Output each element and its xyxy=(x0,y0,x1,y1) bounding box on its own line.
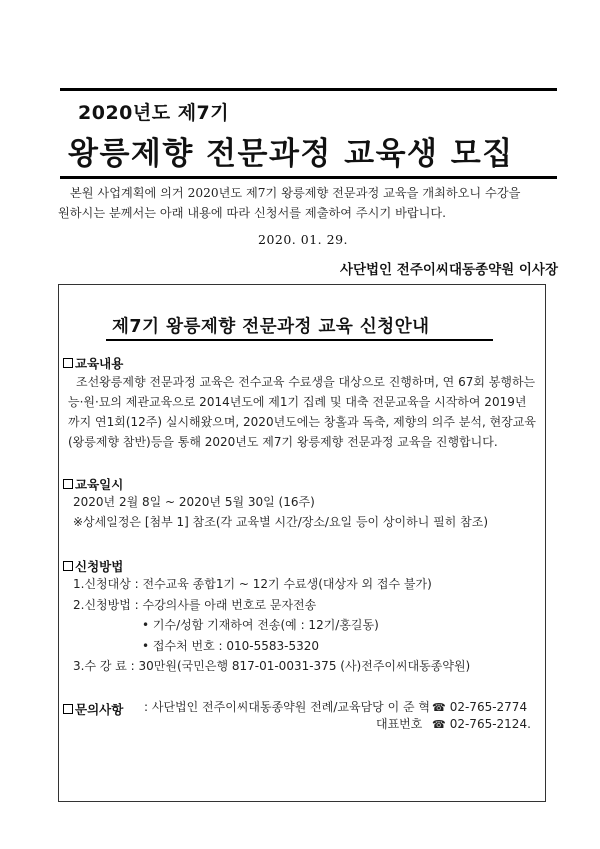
section-heading-edu-content xyxy=(63,354,123,372)
section-heading-label: 신청방법 xyxy=(75,559,124,574)
checkbox-square-icon xyxy=(63,704,73,714)
edu-content-line: 조선왕릉제향 전문과정 교육은 전수교육 수료생을 대상으로 진행하며, 연 67회 봉행하는 xyxy=(76,375,536,389)
telephone-icon: ☎ xyxy=(432,701,446,714)
contact-text: : 사단법인 전주이씨대동종약원 전례/교육담당 이 준 혁 xyxy=(144,700,430,714)
checkbox-square-icon xyxy=(63,479,73,489)
edu-content-body xyxy=(68,372,538,452)
intro-line-2: 원하시는 분께서는 아래 내용에 따라 신청서를 제출하여 주시기 바랍니다. xyxy=(58,206,447,220)
signer: 사단법인 전주이씨대동종약원 이사장 xyxy=(339,262,558,278)
bottom-rule xyxy=(60,176,557,179)
page-title: 왕릉제향 전문과정 교육생 모집 xyxy=(68,136,514,172)
schedule-note: ※상세일정은 [첨부 1] 참조(각 교육별 시간/장소/요일 등이 상이하니 필히 참조) xyxy=(73,515,489,529)
apply-target: 1.신청대상 : 전수교육 종합1기 ~ 12기 수료생(대상자 외 접수 불가) xyxy=(73,577,432,591)
pre-title: 2020년도 제7기 xyxy=(78,102,230,124)
apply-method-sub-2: • 접수처 번호 : 010-5583-5320 xyxy=(142,639,319,653)
section-heading-label: 교육내용 xyxy=(75,356,124,371)
checkbox-square-icon xyxy=(63,561,73,571)
apply-method-sub-1: • 기수/성함 기재하여 전송(예 : 12기/홍길동) xyxy=(142,618,379,632)
contact-phone-2-number: 02-765-2124. xyxy=(449,717,531,731)
apply-method: 2.신청방법 : 수강의사를 아래 번호로 문자전송 xyxy=(73,598,317,612)
top-rule xyxy=(60,88,557,91)
schedule-period: 2020년 2월 8일 ~ 2020년 5월 30일 (16주) xyxy=(73,495,315,509)
contact-rep-label: 대표번호 xyxy=(376,717,423,731)
telephone-icon: ☎ xyxy=(432,718,446,731)
section-heading-contact xyxy=(63,700,123,718)
contact-phone-2 xyxy=(432,714,531,735)
edu-content-line: 까지 연1회(12주) 실시해왔으며, 2020년도에는 창홀과 독축, 제향의 의주 분석, 현장교육 xyxy=(68,415,536,429)
section-heading-schedule xyxy=(63,475,123,493)
checkbox-square-icon xyxy=(63,358,73,368)
edu-content-line: 능·원·묘의 제관교육으로 2014년도에 제1기 집례 및 대축 전문교육을 시작하여 2019년 xyxy=(68,395,527,409)
notice-title-underline xyxy=(106,339,493,341)
section-heading-label: 교육일시 xyxy=(75,477,124,492)
contact-phone-1-number: 02-765-2774 xyxy=(449,700,528,714)
intro-paragraph xyxy=(58,183,558,223)
notice-date: 2020. 01. 29. xyxy=(258,232,348,247)
section-heading-apply xyxy=(63,557,123,575)
intro-line-1: 본원 사업계획에 의거 2020년도 제7기 왕릉제향 전문과정 교육을 개최하오니 수강을 xyxy=(70,186,521,200)
apply-fee: 3.수 강 료 : 30만원(국민은행 817-01-0031-375 (사)전주이씨대동종약원) xyxy=(73,659,471,673)
section-heading-label: 문의사항 xyxy=(75,702,124,717)
notice-title: 제7기 왕릉제향 전문과정 교육 신청안내 xyxy=(112,317,430,337)
edu-content-line: (왕릉제향 참반)등을 통해 2020년도 제7기 왕릉제향 전문과정 교육을 진행합니다. xyxy=(68,435,498,449)
